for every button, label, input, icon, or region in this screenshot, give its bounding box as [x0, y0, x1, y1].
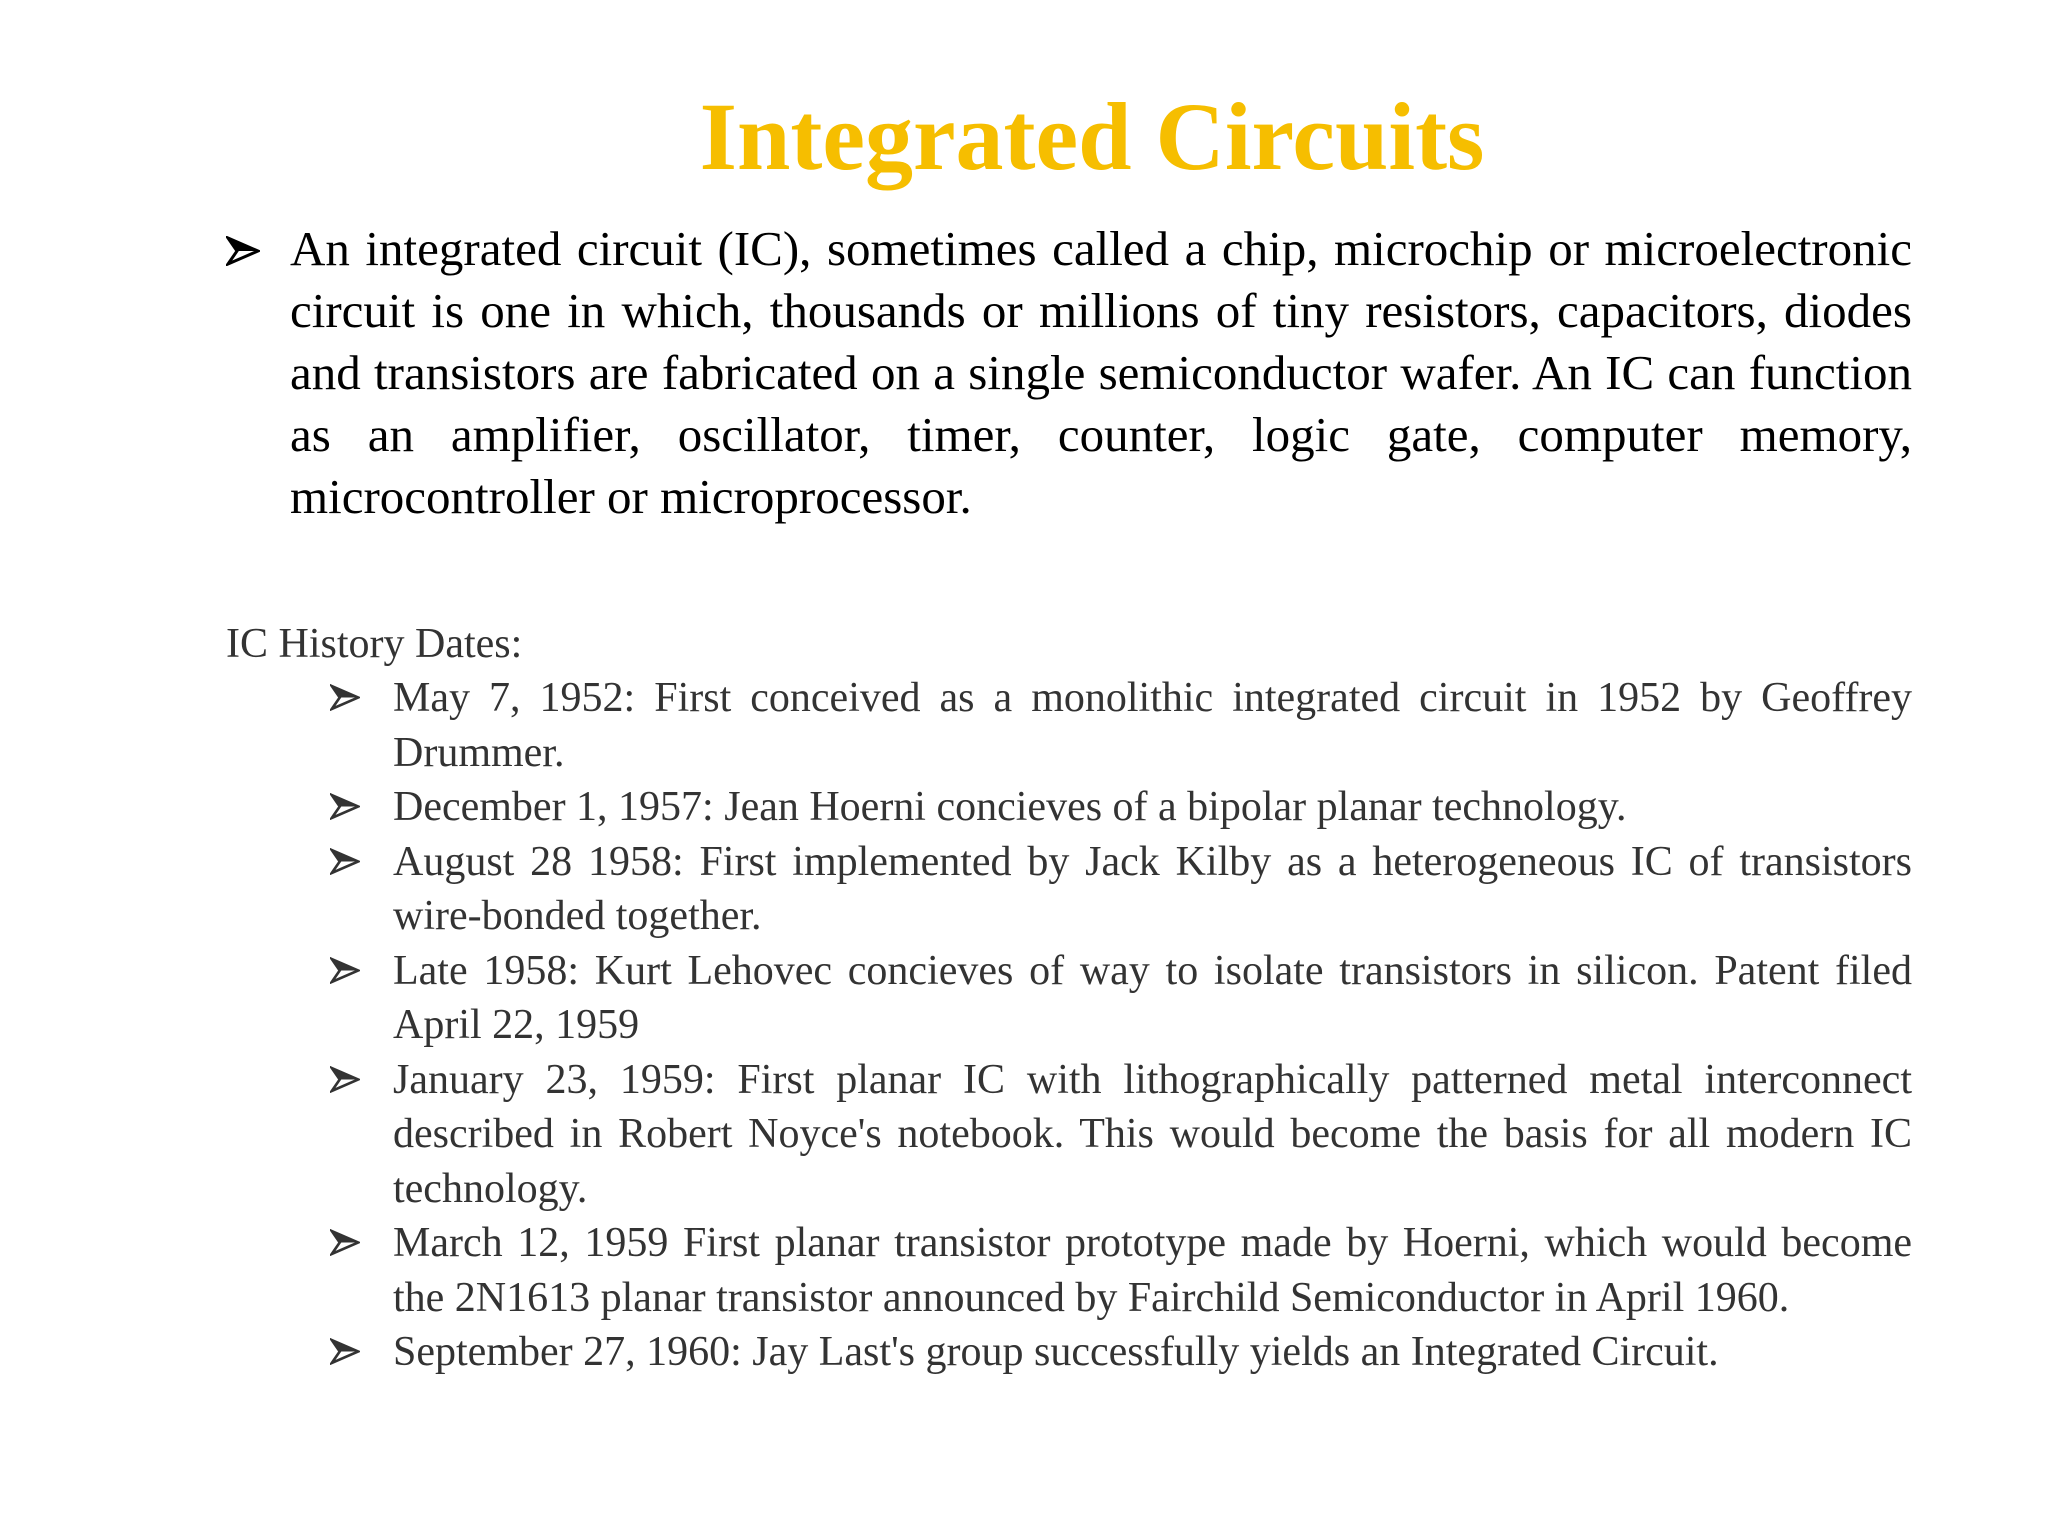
history-item — [330, 1216, 1912, 1325]
arrowhead-bullet-icon — [330, 1325, 374, 1379]
history-item-text: March 12, 1959 First planar transistor prototype made by Hoerni, which would become the 2N1613 planar transistor announced by Fairchild Semiconductor in April 1960. — [393, 1220, 1912, 1321]
history-item-text: August 28 1958: First implemented by Jack Kilby as a heterogeneous IC of transistors wire-bonded together. — [393, 838, 1912, 939]
history-list — [330, 671, 1912, 1380]
arrowhead-bullet-icon — [330, 1053, 374, 1107]
history-item-text: Late 1958: Kurt Lehovec concieves of way to isolate transistors in silicon. Patent filed April 22, 1959 — [393, 947, 1912, 1048]
arrowhead-bullet-icon — [330, 671, 374, 725]
history-item-text: January 23, 1959: First planar IC with lithographically patterned metal interconnect described in Robert Noyce's notebook. This would become the basis for all modern IC technology. — [393, 1056, 1912, 1212]
intro-bullet-item — [226, 218, 1912, 528]
intro-text: An integrated circuit (IC), sometimes called a chip, microchip or microelectronic circuit is one in which, thousands or millions of tiny resistors, capacitors, diodes and transistors are fabricated on a single semiconductor wafer. An IC can function as an amplifier, oscillator, timer, counter, logic gate, computer memory, microcontroller or microprocessor. — [290, 221, 1912, 524]
history-item — [330, 835, 1912, 944]
history-item — [330, 944, 1912, 1053]
intro-list — [226, 218, 1912, 528]
arrowhead-bullet-icon — [226, 218, 270, 280]
history-item-text: December 1, 1957: Jean Hoerni concieves of a bipolar planar technology. — [393, 784, 1627, 830]
history-item — [330, 1053, 1912, 1217]
history-item — [330, 780, 1912, 835]
slide-title: Integrated Circuits — [699, 83, 1485, 190]
history-item-text: September 27, 1960: Jay Last's group successfully yields an Integrated Circuit. — [393, 1329, 1719, 1375]
history-item — [330, 1325, 1912, 1380]
history-item-text: May 7, 1952: First conceived as a monolithic integrated circuit in 1952 by Geoffrey Drummer. — [393, 675, 1912, 776]
arrowhead-bullet-icon — [330, 1216, 374, 1270]
history-item — [330, 671, 1912, 780]
history-heading: IC History Dates: — [226, 621, 523, 667]
arrowhead-bullet-icon — [330, 780, 374, 834]
arrowhead-bullet-icon — [330, 835, 374, 889]
arrowhead-bullet-icon — [330, 944, 374, 998]
